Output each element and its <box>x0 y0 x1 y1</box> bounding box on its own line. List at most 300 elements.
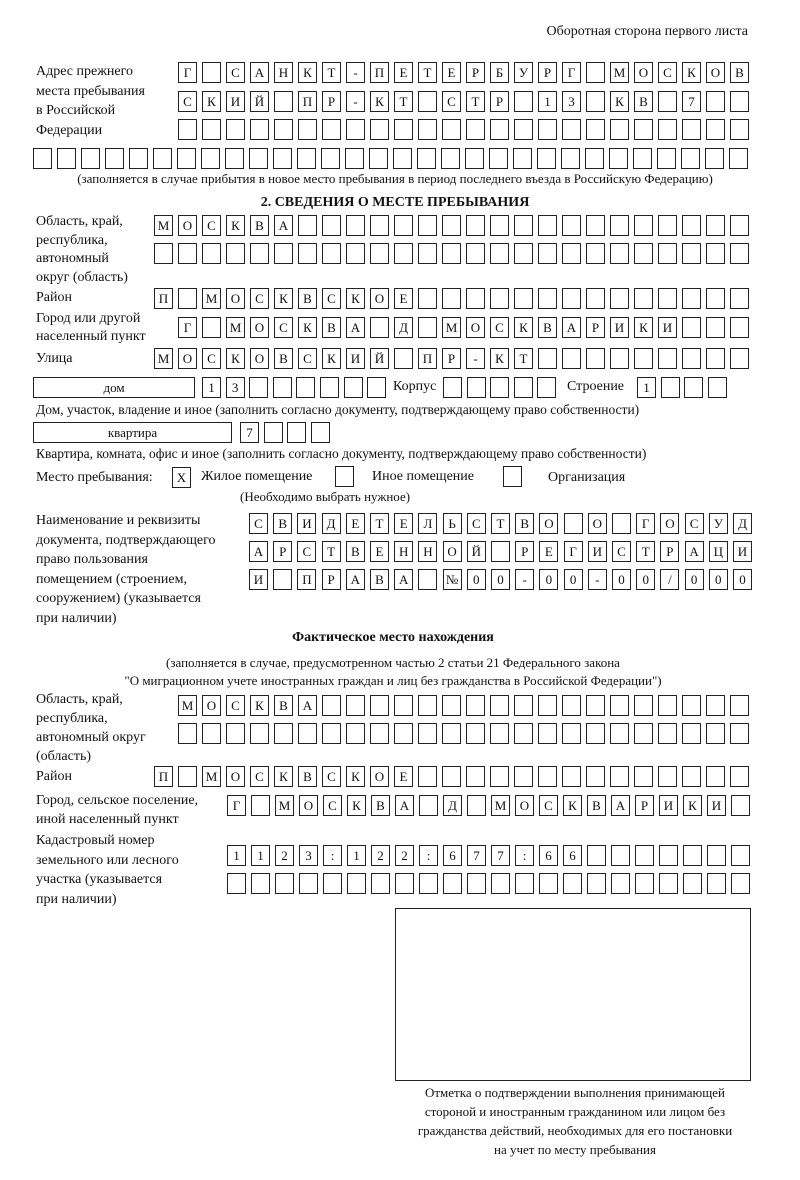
char-cell[interactable]: М <box>442 317 461 338</box>
char-cell[interactable] <box>442 243 461 264</box>
char-cell[interactable] <box>490 695 509 716</box>
char-cell[interactable] <box>730 317 749 338</box>
char-cell[interactable] <box>513 148 532 169</box>
char-cell[interactable]: В <box>273 513 292 534</box>
char-cell[interactable]: К <box>683 795 702 816</box>
char-cell[interactable] <box>706 766 725 787</box>
char-cell[interactable] <box>658 243 677 264</box>
char-cell[interactable]: 1 <box>202 377 221 398</box>
char-cell[interactable] <box>586 62 605 83</box>
char-cell[interactable]: А <box>249 541 268 562</box>
char-cell[interactable] <box>250 119 269 140</box>
char-cell[interactable]: С <box>322 766 341 787</box>
char-cell[interactable] <box>514 288 533 309</box>
char-cell[interactable] <box>658 723 677 744</box>
option-residential-checkbox[interactable]: X <box>172 467 191 488</box>
char-cell[interactable] <box>538 766 557 787</box>
char-cell[interactable] <box>251 795 270 816</box>
char-cell[interactable]: Е <box>346 513 365 534</box>
char-cell[interactable] <box>586 91 605 112</box>
char-cell[interactable] <box>395 873 414 894</box>
char-cell[interactable] <box>612 513 631 534</box>
char-cell[interactable]: Р <box>490 91 509 112</box>
char-cell[interactable]: Р <box>273 541 292 562</box>
char-cell[interactable] <box>370 243 389 264</box>
char-cell[interactable] <box>346 243 365 264</box>
char-cell[interactable] <box>610 215 629 236</box>
char-cell[interactable]: К <box>298 317 317 338</box>
char-cell[interactable] <box>299 873 318 894</box>
char-cell[interactable]: / <box>660 569 679 590</box>
char-cell[interactable] <box>311 422 330 443</box>
char-cell[interactable] <box>706 723 725 744</box>
char-cell[interactable]: Ц <box>709 541 728 562</box>
option-organization-checkbox[interactable] <box>503 466 522 487</box>
char-cell[interactable]: 7 <box>240 422 259 443</box>
char-cell[interactable]: Г <box>562 62 581 83</box>
char-cell[interactable] <box>394 215 413 236</box>
char-cell[interactable]: 6 <box>443 845 462 866</box>
char-cell[interactable] <box>419 873 438 894</box>
char-cell[interactable]: К <box>250 695 269 716</box>
char-cell[interactable] <box>418 569 437 590</box>
char-cell[interactable]: О <box>466 317 485 338</box>
char-cell[interactable] <box>514 766 533 787</box>
char-cell[interactable]: Е <box>394 766 413 787</box>
char-cell[interactable]: О <box>250 348 269 369</box>
char-cell[interactable]: - <box>346 91 365 112</box>
char-cell[interactable] <box>634 215 653 236</box>
char-cell[interactable]: Т <box>370 513 389 534</box>
char-cell[interactable]: В <box>370 569 389 590</box>
char-cell[interactable]: П <box>418 348 437 369</box>
char-cell[interactable]: С <box>178 91 197 112</box>
char-cell[interactable] <box>706 288 725 309</box>
char-cell[interactable] <box>201 148 220 169</box>
char-cell[interactable]: К <box>298 62 317 83</box>
char-cell[interactable]: В <box>346 541 365 562</box>
char-cell[interactable] <box>393 148 412 169</box>
char-cell[interactable] <box>730 695 749 716</box>
char-cell[interactable] <box>681 148 700 169</box>
char-cell[interactable] <box>514 695 533 716</box>
char-cell[interactable] <box>273 377 292 398</box>
char-cell[interactable] <box>418 288 437 309</box>
char-cell[interactable] <box>682 288 701 309</box>
char-cell[interactable] <box>273 148 292 169</box>
char-cell[interactable] <box>251 873 270 894</box>
char-cell[interactable] <box>705 148 724 169</box>
char-cell[interactable] <box>370 215 389 236</box>
char-cell[interactable] <box>634 288 653 309</box>
char-cell[interactable]: 1 <box>637 377 656 398</box>
char-cell[interactable] <box>178 288 197 309</box>
char-cell[interactable]: 2 <box>395 845 414 866</box>
char-cell[interactable]: Р <box>442 348 461 369</box>
char-cell[interactable] <box>227 873 246 894</box>
char-cell[interactable]: С <box>490 317 509 338</box>
char-cell[interactable]: Е <box>442 62 461 83</box>
char-cell[interactable]: В <box>250 215 269 236</box>
char-cell[interactable]: Й <box>467 541 486 562</box>
char-cell[interactable] <box>634 243 653 264</box>
char-cell[interactable] <box>538 119 557 140</box>
char-cell[interactable]: Р <box>515 541 534 562</box>
char-cell[interactable]: Н <box>418 541 437 562</box>
char-cell[interactable] <box>611 873 630 894</box>
char-cell[interactable] <box>443 873 462 894</box>
char-cell[interactable] <box>274 243 293 264</box>
char-cell[interactable]: 1 <box>347 845 366 866</box>
char-cell[interactable]: О <box>634 62 653 83</box>
char-cell[interactable]: К <box>226 215 245 236</box>
char-cell[interactable]: К <box>274 766 293 787</box>
char-cell[interactable] <box>731 845 750 866</box>
char-cell[interactable] <box>275 873 294 894</box>
char-cell[interactable]: О <box>515 795 534 816</box>
char-cell[interactable]: С <box>685 513 704 534</box>
char-cell[interactable] <box>417 148 436 169</box>
char-cell[interactable] <box>586 766 605 787</box>
char-cell[interactable]: 6 <box>563 845 582 866</box>
char-cell[interactable]: А <box>562 317 581 338</box>
char-cell[interactable] <box>730 91 749 112</box>
char-cell[interactable] <box>730 215 749 236</box>
char-cell[interactable] <box>321 148 340 169</box>
char-cell[interactable]: Д <box>733 513 752 534</box>
char-cell[interactable]: С <box>323 795 342 816</box>
char-cell[interactable] <box>418 91 437 112</box>
char-cell[interactable] <box>442 215 461 236</box>
option-other-premises-checkbox[interactable] <box>335 466 354 487</box>
char-cell[interactable]: Й <box>250 91 269 112</box>
char-cell[interactable] <box>418 215 437 236</box>
char-cell[interactable] <box>538 215 557 236</box>
char-cell[interactable]: 7 <box>491 845 510 866</box>
char-cell[interactable]: О <box>250 317 269 338</box>
char-cell[interactable]: Т <box>418 62 437 83</box>
char-cell[interactable]: Т <box>636 541 655 562</box>
char-cell[interactable] <box>610 695 629 716</box>
char-cell[interactable]: П <box>370 62 389 83</box>
char-cell[interactable] <box>730 288 749 309</box>
char-cell[interactable] <box>441 148 460 169</box>
char-cell[interactable] <box>346 695 365 716</box>
char-cell[interactable] <box>730 243 749 264</box>
char-cell[interactable] <box>264 422 283 443</box>
char-cell[interactable]: Р <box>660 541 679 562</box>
char-cell[interactable] <box>658 288 677 309</box>
char-cell[interactable] <box>490 766 509 787</box>
char-cell[interactable] <box>562 119 581 140</box>
char-cell[interactable]: А <box>395 795 414 816</box>
char-cell[interactable] <box>659 845 678 866</box>
char-cell[interactable] <box>418 723 437 744</box>
char-cell[interactable]: В <box>538 317 557 338</box>
char-cell[interactable] <box>178 723 197 744</box>
char-cell[interactable] <box>298 243 317 264</box>
char-cell[interactable]: Е <box>539 541 558 562</box>
char-cell[interactable] <box>443 377 462 398</box>
char-cell[interactable] <box>707 845 726 866</box>
char-cell[interactable] <box>226 243 245 264</box>
char-cell[interactable]: О <box>226 288 245 309</box>
char-cell[interactable]: С <box>658 62 677 83</box>
char-cell[interactable] <box>634 766 653 787</box>
char-cell[interactable] <box>371 873 390 894</box>
char-cell[interactable]: Р <box>322 569 341 590</box>
char-cell[interactable] <box>466 119 485 140</box>
char-cell[interactable] <box>586 288 605 309</box>
char-cell[interactable] <box>467 795 486 816</box>
char-cell[interactable]: Б <box>490 62 509 83</box>
char-cell[interactable] <box>562 695 581 716</box>
char-cell[interactable] <box>635 873 654 894</box>
char-cell[interactable] <box>344 377 363 398</box>
char-cell[interactable]: О <box>370 766 389 787</box>
char-cell[interactable] <box>514 215 533 236</box>
char-cell[interactable] <box>682 317 701 338</box>
char-cell[interactable]: - <box>466 348 485 369</box>
char-cell[interactable] <box>466 288 485 309</box>
char-cell[interactable]: А <box>298 695 317 716</box>
char-cell[interactable]: С <box>539 795 558 816</box>
char-cell[interactable] <box>514 723 533 744</box>
char-cell[interactable] <box>706 243 725 264</box>
char-cell[interactable]: К <box>370 91 389 112</box>
char-cell[interactable] <box>658 348 677 369</box>
char-cell[interactable] <box>682 348 701 369</box>
char-cell[interactable]: Г <box>636 513 655 534</box>
char-cell[interactable]: - <box>588 569 607 590</box>
char-cell[interactable] <box>322 723 341 744</box>
char-cell[interactable] <box>465 148 484 169</box>
char-cell[interactable]: И <box>297 513 316 534</box>
char-cell[interactable]: Т <box>322 541 341 562</box>
char-cell[interactable] <box>682 695 701 716</box>
char-cell[interactable] <box>730 119 749 140</box>
char-cell[interactable]: М <box>154 348 173 369</box>
char-cell[interactable]: Т <box>394 91 413 112</box>
char-cell[interactable] <box>274 119 293 140</box>
char-cell[interactable] <box>490 243 509 264</box>
char-cell[interactable] <box>418 317 437 338</box>
char-cell[interactable]: В <box>298 766 317 787</box>
char-cell[interactable]: Л <box>418 513 437 534</box>
char-cell[interactable]: Д <box>443 795 462 816</box>
char-cell[interactable]: П <box>154 766 173 787</box>
char-cell[interactable]: Т <box>491 513 510 534</box>
char-cell[interactable] <box>490 215 509 236</box>
char-cell[interactable] <box>610 119 629 140</box>
char-cell[interactable]: В <box>298 288 317 309</box>
char-cell[interactable]: О <box>299 795 318 816</box>
char-cell[interactable] <box>466 215 485 236</box>
char-cell[interactable] <box>661 377 680 398</box>
char-cell[interactable]: Й <box>370 348 389 369</box>
char-cell[interactable] <box>634 695 653 716</box>
char-cell[interactable]: Р <box>466 62 485 83</box>
char-cell[interactable] <box>347 873 366 894</box>
char-cell[interactable] <box>634 348 653 369</box>
char-cell[interactable] <box>561 148 580 169</box>
char-cell[interactable] <box>586 243 605 264</box>
char-cell[interactable]: Ь <box>443 513 462 534</box>
char-cell[interactable] <box>491 541 510 562</box>
char-cell[interactable]: С <box>467 513 486 534</box>
char-cell[interactable] <box>539 873 558 894</box>
char-cell[interactable] <box>731 873 750 894</box>
char-cell[interactable] <box>105 148 124 169</box>
char-cell[interactable]: Н <box>274 62 293 83</box>
char-cell[interactable]: О <box>178 348 197 369</box>
char-cell[interactable]: А <box>685 541 704 562</box>
char-cell[interactable]: М <box>491 795 510 816</box>
char-cell[interactable] <box>730 723 749 744</box>
char-cell[interactable] <box>442 695 461 716</box>
char-cell[interactable] <box>538 348 557 369</box>
char-cell[interactable] <box>33 148 52 169</box>
char-cell[interactable] <box>658 215 677 236</box>
char-cell[interactable]: И <box>610 317 629 338</box>
char-cell[interactable]: И <box>707 795 726 816</box>
char-cell[interactable] <box>250 243 269 264</box>
char-cell[interactable]: К <box>226 348 245 369</box>
char-cell[interactable] <box>296 377 315 398</box>
char-cell[interactable]: Т <box>322 62 341 83</box>
char-cell[interactable]: С <box>297 541 316 562</box>
char-cell[interactable] <box>611 845 630 866</box>
char-cell[interactable]: А <box>250 62 269 83</box>
char-cell[interactable]: 3 <box>562 91 581 112</box>
char-cell[interactable]: 1 <box>538 91 557 112</box>
char-cell[interactable] <box>129 148 148 169</box>
char-cell[interactable] <box>682 243 701 264</box>
char-cell[interactable]: К <box>322 348 341 369</box>
char-cell[interactable] <box>514 119 533 140</box>
char-cell[interactable]: 7 <box>682 91 701 112</box>
char-cell[interactable]: И <box>249 569 268 590</box>
char-cell[interactable] <box>682 723 701 744</box>
char-cell[interactable] <box>467 873 486 894</box>
char-cell[interactable] <box>226 119 245 140</box>
char-cell[interactable] <box>562 215 581 236</box>
char-cell[interactable]: В <box>322 317 341 338</box>
char-cell[interactable] <box>442 119 461 140</box>
char-cell[interactable]: В <box>730 62 749 83</box>
char-cell[interactable] <box>491 873 510 894</box>
char-cell[interactable]: 7 <box>467 845 486 866</box>
char-cell[interactable]: О <box>588 513 607 534</box>
char-cell[interactable]: О <box>202 695 221 716</box>
char-cell[interactable] <box>610 766 629 787</box>
char-cell[interactable]: М <box>154 215 173 236</box>
char-cell[interactable] <box>466 766 485 787</box>
char-cell[interactable] <box>586 119 605 140</box>
char-cell[interactable]: А <box>346 317 365 338</box>
char-cell[interactable] <box>226 723 245 744</box>
char-cell[interactable] <box>609 148 628 169</box>
char-cell[interactable] <box>586 215 605 236</box>
char-cell[interactable] <box>682 119 701 140</box>
char-cell[interactable] <box>657 148 676 169</box>
char-cell[interactable]: К <box>563 795 582 816</box>
char-cell[interactable]: К <box>610 91 629 112</box>
char-cell[interactable]: 0 <box>467 569 486 590</box>
char-cell[interactable]: И <box>733 541 752 562</box>
char-cell[interactable]: С <box>202 215 221 236</box>
char-cell[interactable] <box>708 377 727 398</box>
char-cell[interactable] <box>490 119 509 140</box>
char-cell[interactable] <box>370 723 389 744</box>
char-cell[interactable] <box>202 243 221 264</box>
char-cell[interactable] <box>322 695 341 716</box>
char-cell[interactable]: М <box>275 795 294 816</box>
char-cell[interactable]: К <box>634 317 653 338</box>
char-cell[interactable]: 1 <box>227 845 246 866</box>
char-cell[interactable]: С <box>226 695 245 716</box>
char-cell[interactable] <box>322 119 341 140</box>
char-cell[interactable] <box>635 845 654 866</box>
char-cell[interactable] <box>249 377 268 398</box>
char-cell[interactable] <box>370 317 389 338</box>
char-cell[interactable] <box>202 723 221 744</box>
char-cell[interactable] <box>466 243 485 264</box>
char-cell[interactable] <box>418 695 437 716</box>
char-cell[interactable] <box>370 119 389 140</box>
char-cell[interactable] <box>730 348 749 369</box>
char-cell[interactable]: О <box>443 541 462 562</box>
char-cell[interactable] <box>466 695 485 716</box>
char-cell[interactable]: 0 <box>685 569 704 590</box>
char-cell[interactable] <box>287 422 306 443</box>
char-cell[interactable] <box>706 215 725 236</box>
char-cell[interactable]: У <box>709 513 728 534</box>
char-cell[interactable]: Г <box>178 317 197 338</box>
char-cell[interactable] <box>537 377 556 398</box>
char-cell[interactable] <box>442 288 461 309</box>
char-cell[interactable] <box>610 348 629 369</box>
char-cell[interactable] <box>442 766 461 787</box>
char-cell[interactable] <box>202 317 221 338</box>
char-cell[interactable]: В <box>515 513 534 534</box>
char-cell[interactable]: 1 <box>251 845 270 866</box>
char-cell[interactable] <box>658 119 677 140</box>
char-cell[interactable] <box>562 348 581 369</box>
char-cell[interactable]: А <box>274 215 293 236</box>
char-cell[interactable] <box>682 215 701 236</box>
char-cell[interactable]: П <box>298 91 317 112</box>
char-cell[interactable] <box>515 873 534 894</box>
char-cell[interactable]: К <box>682 62 701 83</box>
char-cell[interactable] <box>538 243 557 264</box>
char-cell[interactable]: С <box>250 766 269 787</box>
char-cell[interactable] <box>177 148 196 169</box>
char-cell[interactable] <box>178 119 197 140</box>
char-cell[interactable] <box>153 148 172 169</box>
char-cell[interactable] <box>538 288 557 309</box>
char-cell[interactable]: Т <box>466 91 485 112</box>
char-cell[interactable] <box>586 695 605 716</box>
char-cell[interactable]: А <box>346 569 365 590</box>
char-cell[interactable]: К <box>346 288 365 309</box>
char-cell[interactable] <box>466 723 485 744</box>
char-cell[interactable] <box>298 723 317 744</box>
char-cell[interactable]: Т <box>514 348 533 369</box>
char-cell[interactable]: К <box>490 348 509 369</box>
char-cell[interactable] <box>610 243 629 264</box>
char-cell[interactable] <box>394 348 413 369</box>
